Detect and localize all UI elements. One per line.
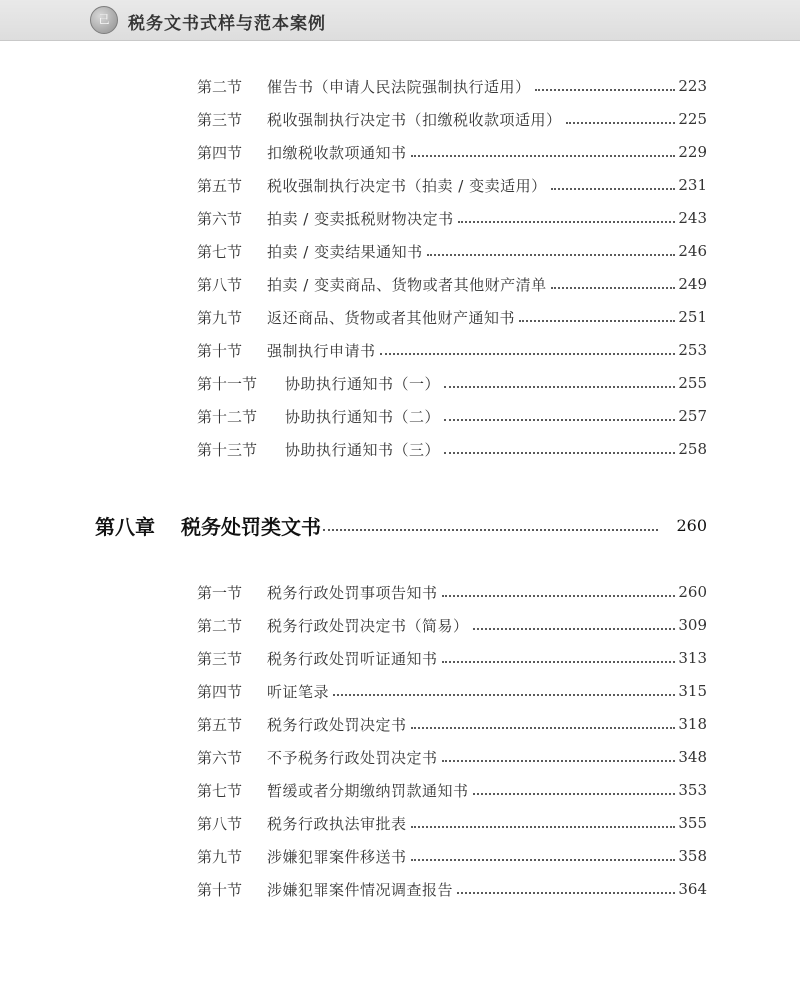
toc-entry[interactable] — [197, 140, 707, 164]
dot-leader — [411, 859, 676, 861]
section-title: 税务行政处罚事项告知书 — [267, 583, 438, 602]
book-logo-icon: 己 — [90, 6, 118, 34]
toc-entry[interactable] — [197, 437, 707, 461]
section-number: 第七节 — [197, 781, 243, 800]
page-header — [0, 0, 800, 41]
page-number: 229 — [678, 143, 707, 161]
dot-leader — [444, 419, 675, 421]
book-title: 税务文书式样与范本案例 — [128, 14, 326, 34]
toc-entry[interactable] — [197, 173, 707, 197]
page-number: 249 — [678, 275, 707, 293]
section-title: 暂缓或者分期缴纳罚款通知书 — [267, 781, 469, 800]
section-title: 税收强制执行决定书（扣缴税收款项适用） — [267, 110, 562, 129]
toc-entry[interactable] — [197, 272, 707, 296]
section-title: 扣缴税收款项通知书 — [267, 143, 407, 162]
section-number: 第九节 — [197, 308, 243, 327]
section-title: 强制执行申请书 — [267, 341, 376, 360]
page-number: 348 — [678, 748, 707, 766]
toc-entry[interactable] — [197, 679, 707, 703]
section-title: 协助执行通知书（一） — [285, 374, 441, 393]
dot-leader — [551, 188, 676, 190]
page-number: 364 — [678, 880, 707, 898]
dot-leader — [473, 793, 676, 795]
page-number: 318 — [678, 715, 707, 733]
section-title: 涉嫌犯罪案件移送书 — [267, 847, 407, 866]
page-number: 231 — [678, 176, 707, 194]
section-number: 第二节 — [197, 616, 243, 635]
dot-leader — [535, 89, 676, 91]
dot-leader — [458, 221, 676, 223]
toc-entry[interactable] — [197, 712, 707, 736]
page-number: 246 — [678, 242, 707, 260]
dot-leader — [442, 661, 676, 663]
chapter-number: 第八章 — [95, 514, 155, 539]
toc-entry[interactable] — [197, 844, 707, 868]
page-number: 257 — [678, 407, 707, 425]
page-number: 225 — [678, 110, 707, 128]
section-title: 拍卖 / 变卖结果通知书 — [267, 242, 423, 261]
toc-entry[interactable] — [197, 613, 707, 637]
dot-leader — [427, 254, 676, 256]
section-number: 第四节 — [197, 143, 243, 162]
page-number: 258 — [678, 440, 707, 458]
page-number: 223 — [678, 77, 707, 95]
toc-entry[interactable] — [197, 778, 707, 802]
page-number: 255 — [678, 374, 707, 392]
section-title: 拍卖 / 变卖商品、货物或者其他财产清单 — [267, 275, 547, 294]
page-number: 251 — [678, 308, 707, 326]
section-title: 催告书（申请人民法院强制执行适用） — [267, 77, 531, 96]
chapter-heading[interactable] — [95, 511, 707, 539]
dot-leader — [411, 727, 676, 729]
section-number: 第八节 — [197, 275, 243, 294]
section-title: 不予税务行政处罚决定书 — [267, 748, 438, 767]
dot-leader — [442, 595, 676, 597]
toc-entry[interactable] — [197, 239, 707, 263]
section-number: 第十一节 — [197, 374, 258, 393]
section-title: 协助执行通知书（二） — [285, 407, 441, 426]
section-number: 第七节 — [197, 242, 243, 261]
section-number: 第五节 — [197, 176, 243, 195]
toc-entry[interactable] — [197, 811, 707, 835]
dot-leader — [566, 122, 676, 124]
section-number: 第三节 — [197, 110, 243, 129]
section-number: 第二节 — [197, 77, 243, 96]
section-number: 第四节 — [197, 682, 243, 701]
dot-leader — [457, 892, 675, 894]
toc-entry[interactable] — [197, 646, 707, 670]
section-number: 第九节 — [197, 847, 243, 866]
dot-leader — [380, 353, 676, 355]
section-number: 第五节 — [197, 715, 243, 734]
page-number: 309 — [678, 616, 707, 634]
section-title: 税务行政执法审批表 — [267, 814, 407, 833]
dot-leader — [411, 826, 676, 828]
section-number: 第十二节 — [197, 407, 258, 426]
toc-entry[interactable] — [197, 206, 707, 230]
section-title: 税务行政处罚决定书（简易） — [267, 616, 469, 635]
dot-leader — [411, 155, 676, 157]
page-number: 253 — [678, 341, 707, 359]
page-number: 353 — [678, 781, 707, 799]
toc-entry[interactable] — [197, 74, 707, 98]
dot-leader — [519, 320, 675, 322]
section-title: 涉嫌犯罪案件情况调查报告 — [267, 880, 454, 899]
section-title: 税务行政处罚听证通知书 — [267, 649, 438, 668]
toc-entry[interactable] — [197, 107, 707, 131]
section-number: 第六节 — [197, 748, 243, 767]
section-title: 拍卖 / 变卖抵税财物决定书 — [267, 209, 454, 228]
toc-entry[interactable] — [197, 404, 707, 428]
page-number: 243 — [678, 209, 707, 227]
section-number: 第六节 — [197, 209, 243, 228]
section-title: 返还商品、货物或者其他财产通知书 — [267, 308, 516, 327]
section-number: 第十三节 — [197, 440, 258, 459]
dot-leader — [473, 628, 676, 630]
dot-leader — [442, 760, 676, 762]
toc-entry[interactable] — [197, 338, 707, 362]
section-number: 第八节 — [197, 814, 243, 833]
section-number: 第一节 — [197, 583, 243, 602]
chapter-title: 税务处罚类文书 — [181, 514, 321, 539]
section-number: 第十节 — [197, 880, 243, 899]
section-title: 协助执行通知书（三） — [285, 440, 441, 459]
dot-leader — [444, 452, 675, 454]
page-number: 313 — [678, 649, 707, 667]
page-number: 315 — [678, 682, 707, 700]
section-title: 税收强制执行决定书（拍卖 / 变卖适用） — [267, 176, 547, 195]
dot-leader — [551, 287, 676, 289]
toc-entry[interactable] — [197, 745, 707, 769]
section-number: 第三节 — [197, 649, 243, 668]
dot-leader — [444, 386, 675, 388]
toc-entry[interactable] — [197, 305, 707, 329]
toc-entry[interactable] — [197, 580, 707, 604]
section-title: 税务行政处罚决定书 — [267, 715, 407, 734]
page-number: 358 — [678, 847, 707, 865]
dot-leader — [333, 694, 675, 696]
toc-entry[interactable] — [197, 877, 707, 901]
section-number: 第十节 — [197, 341, 243, 360]
page-number: 260 — [678, 583, 707, 601]
toc-entry[interactable] — [197, 371, 707, 395]
chapter-page-number: 260 — [676, 515, 707, 535]
page-number: 355 — [678, 814, 707, 832]
section-title: 听证笔录 — [267, 682, 330, 701]
dot-leader — [323, 529, 658, 531]
